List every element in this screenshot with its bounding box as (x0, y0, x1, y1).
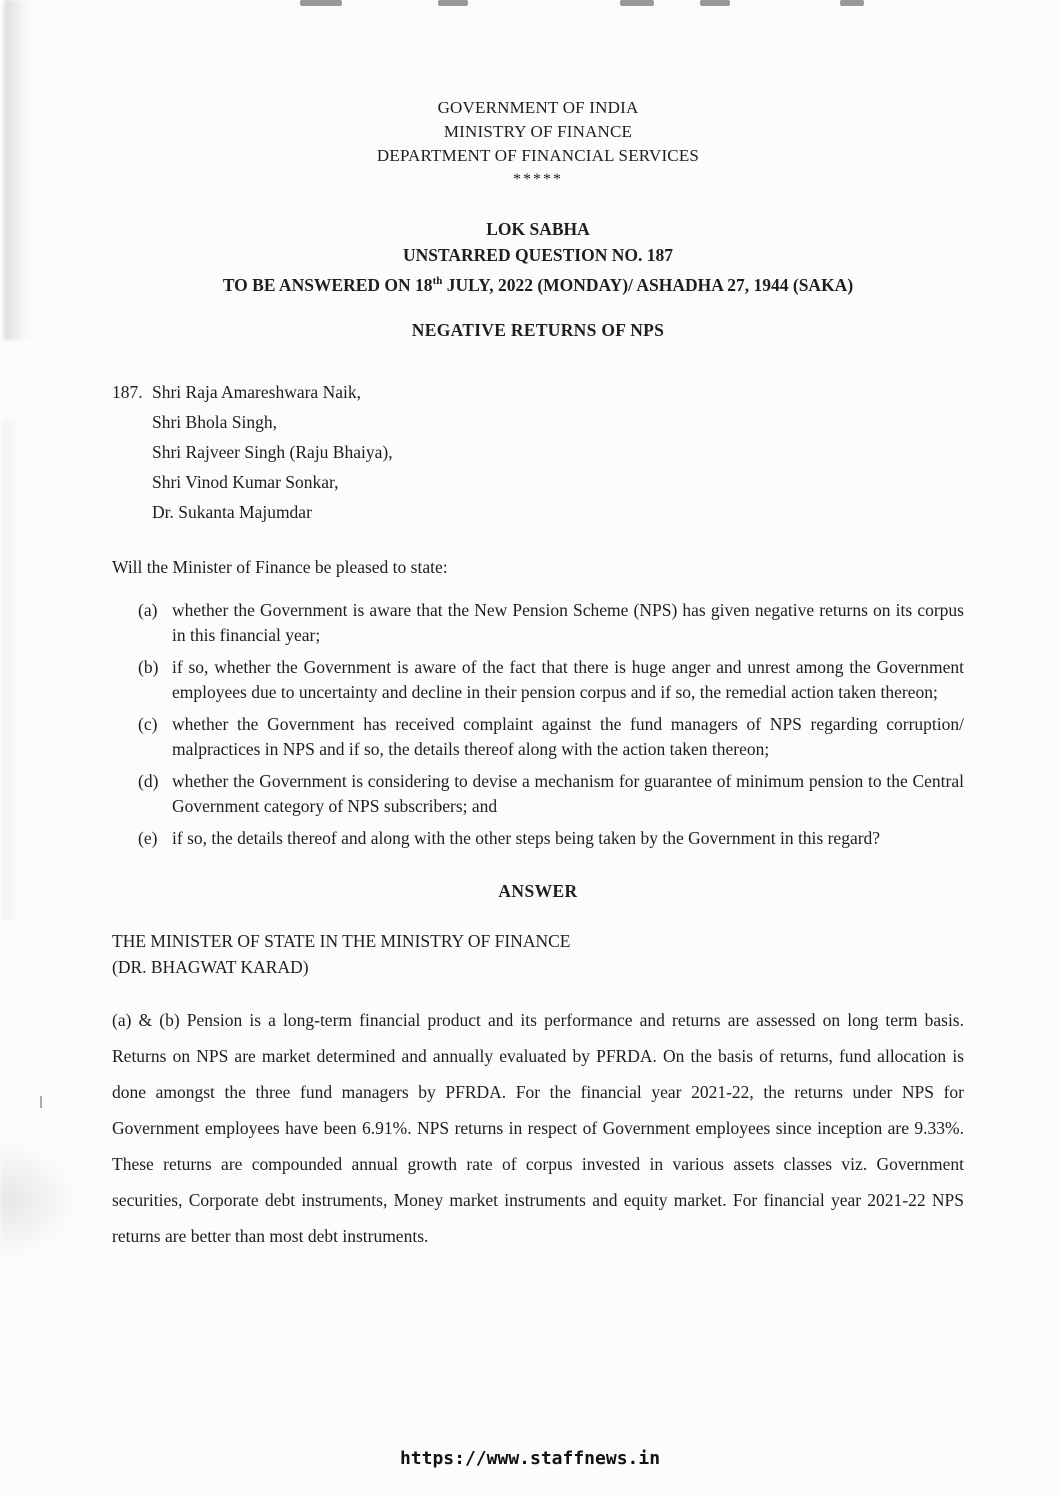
member-name: Shri Rajveer Singh (Raju Bhaiya), (152, 441, 393, 462)
answer-heading: ANSWER (498, 881, 578, 902)
minister-block (112, 928, 964, 980)
question-serial: 187. (112, 381, 143, 402)
answer-date-line (112, 268, 964, 298)
question-text: whether the Government is aware that the New Pension Scheme (NPS) has given negative returns on its corpus in this financial year; (172, 599, 964, 646)
question-item (138, 655, 964, 706)
answer-paragraph: (a) & (b) Pension is a long-term financial product and its performance and returns are assessed on long term basis. Returns on NPS are market determined and annually evaluated by PFRDA. On the basis of returns, fund allocation is done amongst the three fund managers by PFRDA. For the financial year 2021-22, the returns under NPS for Government employees have been 6.91%. NPS returns in respect of Government employees since inception are 9.33%. These returns are compounded annual growth rate of corpus invested in various assets classes viz. Government securities, Corporate debt instruments, Money market instruments and equity market. For financial year 2021-22 NPS returns are better than most debt instruments. (112, 1010, 964, 1247)
scan-artifact-top-dash (300, 0, 342, 6)
date-ordinal: th (432, 275, 443, 287)
question-item (138, 598, 964, 649)
member-name: Shri Bhola Singh, (152, 411, 277, 432)
question-text: whether the Government has received complaint against the fund managers of NPS regarding corruption/ malpractices in NPS and if so, the details thereof along with the action taken thereon; (172, 713, 964, 760)
question-label: (b) (138, 656, 159, 677)
scan-artifact-top-dash (840, 0, 864, 6)
question-items (112, 598, 964, 852)
question-label: (a) (138, 599, 158, 620)
question-number-line: UNSTARRED QUESTION NO. 187 (403, 245, 673, 265)
member-names (152, 377, 964, 527)
date-suffix: JULY, 2022 (MONDAY)/ ASHADHA 27, 1944 (SAKA) (442, 274, 854, 295)
question-item (138, 769, 964, 820)
scan-artifact-top-dash (438, 0, 468, 6)
scan-artifact-top-dash (620, 0, 654, 6)
question-text: whether the Government is considering to devise a mechanism for guarantee of minimum pension to the Central Government category of NPS subscribers; and (172, 770, 964, 817)
intro-line: Will the Minister of Finance be pleased to state: (112, 556, 448, 577)
government-line: GOVERNMENT OF INDIA (437, 98, 639, 117)
scan-artifact-left-low (2, 420, 20, 920)
question-label: (d) (138, 770, 159, 791)
scan-artifact-left-mid (0, 1140, 80, 1260)
members-list (112, 377, 964, 527)
house-line: LOK SABHA (486, 219, 590, 239)
minister-name: (DR. BHAGWAT KARAD) (112, 957, 309, 978)
member-name: Shri Raja Amareshwara Naik, (152, 381, 361, 402)
member-name: Shri Vinod Kumar Sonkar, (152, 471, 339, 492)
document-header (112, 96, 964, 192)
stars-separator: ***** (513, 171, 563, 188)
date-prefix: TO BE ANSWERED ON 18 (222, 274, 433, 295)
question-item (138, 826, 964, 852)
question-label: (c) (138, 713, 158, 734)
question-label: (e) (138, 827, 158, 848)
department-line: DEPARTMENT OF FINANCIAL SERVICES (376, 146, 700, 165)
scan-artifact-left-top (4, 0, 34, 340)
scan-artifact-top-dash (700, 0, 730, 6)
scan-artifact-tick (40, 1096, 42, 1108)
member-name: Dr. Sukanta Majumdar (152, 501, 312, 522)
subject-title: NEGATIVE RETURNS OF NPS (411, 319, 665, 340)
question-text: if so, whether the Government is aware of the fact that there is huge anger and unrest among the Government employees due to uncertainty and decline in their pension corpus and if so, the remedial action taken thereon; (172, 656, 964, 703)
question-item (138, 712, 964, 763)
minister-title: THE MINISTER OF STATE IN THE MINISTRY OF FINANCE (112, 931, 571, 952)
question-text: if so, the details thereof and along with the other steps being taken by the Government in this regard? (172, 827, 881, 848)
watermark-url: https://www.staffnews.in (399, 1448, 661, 1469)
session-block (112, 216, 964, 298)
ministry-line: MINISTRY OF FINANCE (443, 122, 633, 141)
